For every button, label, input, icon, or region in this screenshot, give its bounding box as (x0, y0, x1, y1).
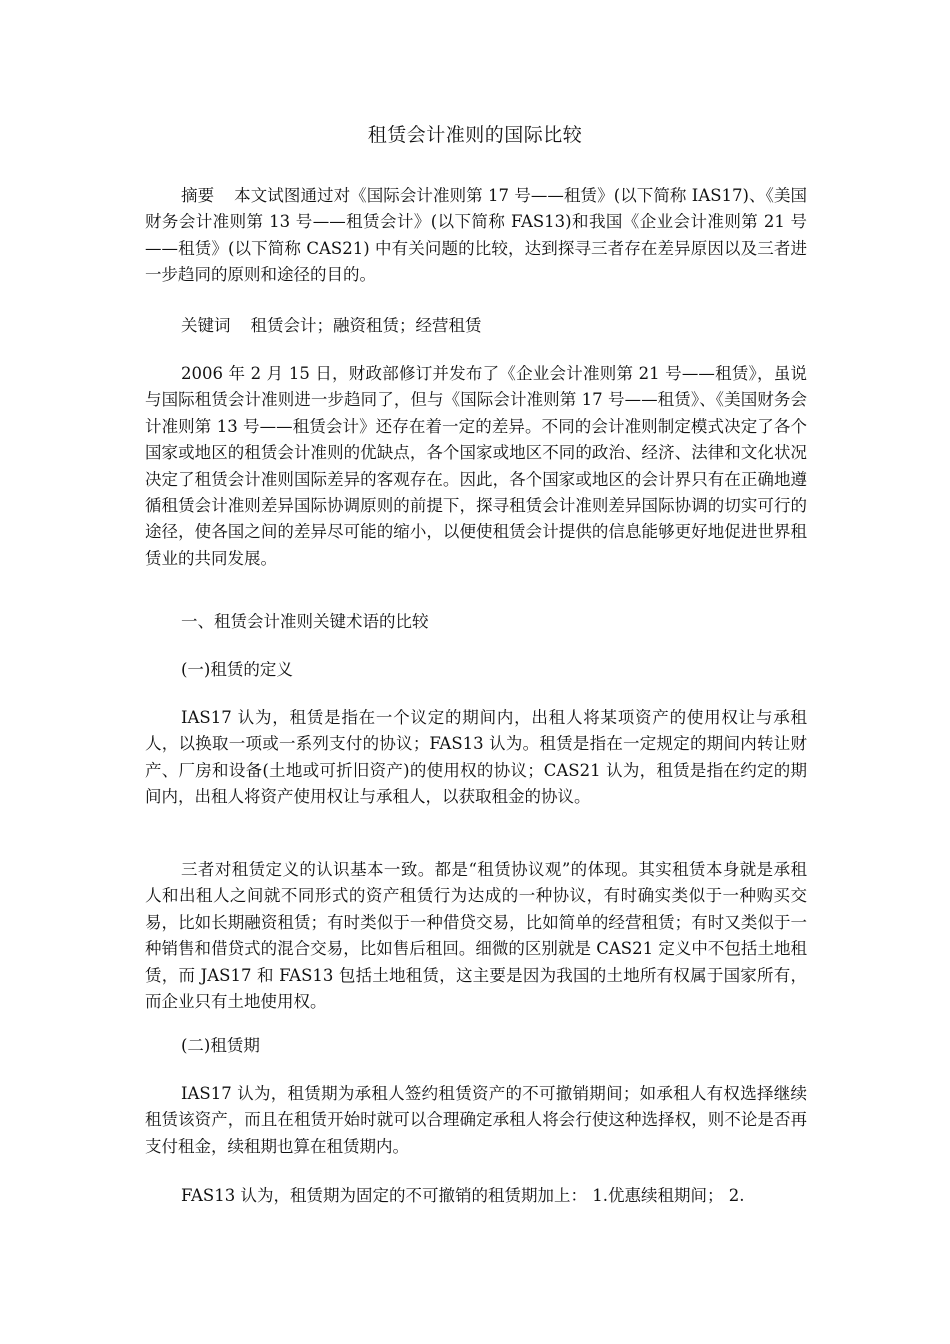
keywords-label: 关键词 (181, 316, 231, 335)
abstract-text: 本文试图通过对《国际会计准则第 17 号——租赁》(以下简称 IAS17)、《美国财务会计准则第 13 号——租赁会计》(以下简称 FAS13)和我国《企业会计准则第 21 号——租赁》(以下简称 CAS21) 中有关问题的比较，达到探寻三者存在差异原因以及三者进一步趋同的原则和途径的目的。 (145, 186, 808, 285)
abstract-paragraph (145, 183, 807, 289)
lease-definition-comparison-paragraph: 三者对租赁定义的认识基本一致。都是“租赁协议观”的体现。其实租赁本身就是承租人和出租人之间就不同形式的资产租赁行为达成的一种协议，有时确实类似于一种购买交易，比如长期融资租赁；有时类似于一种借贷交易，比如简单的经营租赁；有时又类似于一种销售和借贷式的混合交易，比如售后租回。细微的区别就是 CAS21 定义中不包括土地租赁，而 JAS17 和 FAS13 包括土地租赁，这主要是因为我国的土地所有权属于国家所有，而企业只有土地使用权。 (145, 860, 807, 1012)
abstract-label: 摘要 (181, 186, 215, 205)
keywords-paragraph (145, 313, 807, 339)
section-heading: 一、租赁会计准则关键术语的比较 (181, 612, 429, 631)
subsection-heading-lease-term: (二)租赁期 (181, 1036, 260, 1055)
intro-paragraph: 2006 年 2 月 15 日，财政部修订并发布了《企业会计准则第 21 号——租赁》，虽说与国际租赁会计准则进一步趋同了，但与《国际会计准则第 17 号——租赁》、《美国财务会计准则第 13 号——租赁会计》还存在着一定的差异。不同的会计准则制定模式决定了各个国家或地区的租赁会计准则的优缺点，各个国家或地区不同的政治、经济、法律和文化状况决定了租赁会计准则国际差异的客观存在。因此，各个国家或地区的会计界只有在正确地遵循租赁会计准则差异国际协调原则的前提下，探寻租赁会计准则差异国际协调的切实可行的途径，使各国之间的差异尽可能的缩小，以便使租赁会计提供的信息能够更好地促进世界租赁业的共同发展。 (145, 364, 807, 568)
lease-term-fas13-paragraph: FAS13 认为，租赁期为固定的不可撤销的租赁期加上： 1.优惠续租期间； 2. (181, 1186, 745, 1205)
lease-term-ias17-paragraph: IAS17 认为，租赁期为承租人签约租赁资产的不可撤销期间；如承租人有权选择继续租赁该资产，而且在租赁开始时就可以合理确定承租人将会行使这种选择权，则不论是否再支付租金，续租期也算在租赁期内。 (145, 1084, 807, 1156)
keywords-text: 租赁会计；融资租赁；经营租赁 (250, 316, 482, 335)
subsection-heading-lease-definition: (一)租赁的定义 (181, 660, 293, 679)
document-title: 租赁会计准则的国际比较 (367, 124, 583, 146)
lease-definition-paragraph: IAS17 认为，租赁是指在一个议定的期间内，出租人将某项资产的使用权让与承租人，以换取一项或一系列支付的协议；FAS13 认为。租赁是指在一定规定的期间内转让财产、厂房和设备(土地或可折旧资产)的使用权的协议；CAS21 认为，租赁是指在约定的期间内，出租人将资产使用权让与承租人，以获取租金的协议。 (145, 708, 807, 807)
